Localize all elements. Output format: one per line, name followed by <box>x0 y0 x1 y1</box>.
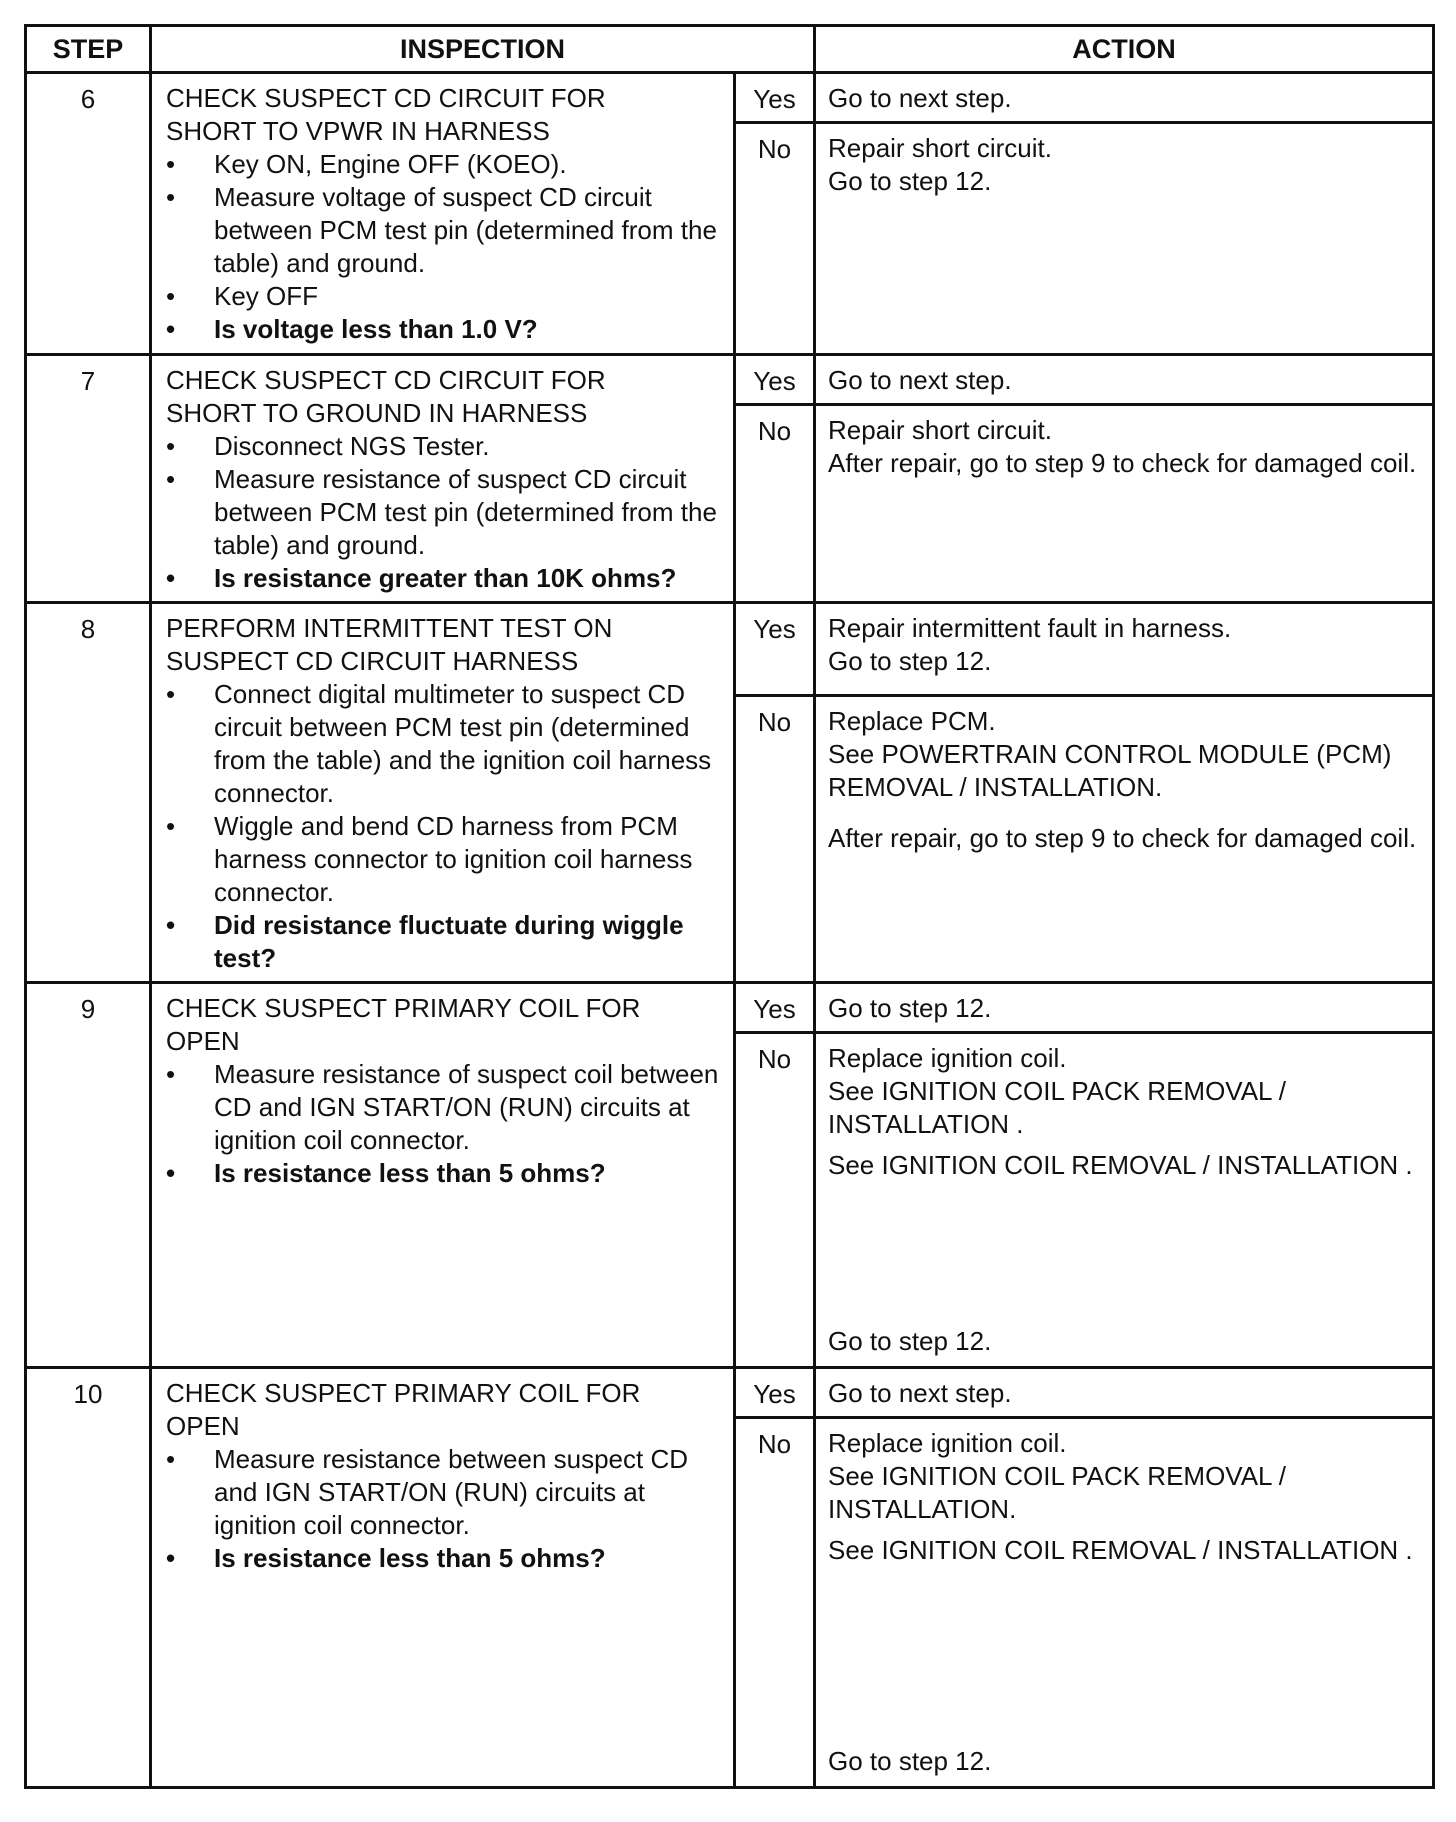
inspection-bullets <box>166 678 723 975</box>
action-line: See IGNITION COIL PACK REMOVAL / INSTALLATION. <box>828 1461 1286 1524</box>
action-line: Go to next step. <box>828 83 1012 113</box>
header-step: STEP <box>26 26 151 73</box>
step-6-yes-row <box>26 73 1434 123</box>
step-7-inspection <box>151 355 735 603</box>
inspection-bullet: • Wiggle and bend CD harness from PCM harness connector to ignition coil harness connector. <box>166 810 723 909</box>
no-label: No <box>735 1418 815 1788</box>
action-line: Repair short circuit. <box>828 133 1052 163</box>
no-action <box>815 1033 1434 1368</box>
action-line: Go to step 12. <box>828 1746 992 1776</box>
no-label: No <box>735 696 815 983</box>
yes-label: Yes <box>735 983 815 1033</box>
header-action: ACTION <box>815 26 1434 73</box>
inspection-bullet: • Measure resistance of suspect coil between CD and IGN START/ON (RUN) circuits at ignition coil connector. <box>166 1058 723 1157</box>
yes-label: Yes <box>735 1368 815 1418</box>
action-line: Replace ignition coil. <box>828 1043 1067 1073</box>
yes-action <box>815 603 1434 696</box>
action-line: See IGNITION COIL PACK REMOVAL / INSTALLATION . <box>828 1076 1286 1139</box>
action-line: Go to step 12. <box>828 166 992 196</box>
inspection-title-line: OPEN <box>166 1411 240 1441</box>
pinpoint-test-table <box>24 24 1435 1789</box>
yes-label: Yes <box>735 73 815 123</box>
inspection-bullet: • Measure resistance between suspect CD and IGN START/ON (RUN) circuits at ignition coil connector. <box>166 1443 723 1542</box>
inspection-title-line: PERFORM INTERMITTENT TEST ON <box>166 613 613 643</box>
yes-action <box>815 983 1434 1033</box>
yes-label: Yes <box>735 603 815 696</box>
step-6-inspection <box>151 73 735 355</box>
step-number: 9 <box>26 983 151 1368</box>
yes-action <box>815 1368 1434 1418</box>
action-line: Replace PCM. <box>828 706 996 737</box>
step-number: 8 <box>26 603 151 983</box>
no-action <box>815 696 1434 983</box>
action-line: Repair intermittent fault in harness. <box>828 613 1232 643</box>
inspection-bullet: • Measure resistance of suspect CD circuit between PCM test pin (determined from the table) and ground. <box>166 463 723 562</box>
step-7-yes-row <box>26 355 1434 405</box>
inspection-bullet: • Disconnect NGS Tester. <box>166 430 723 463</box>
no-label: No <box>735 1033 815 1368</box>
step-10-yes-row <box>26 1368 1434 1418</box>
step-number: 10 <box>26 1368 151 1788</box>
inspection-bullets <box>166 148 723 346</box>
inspection-title-line: SUSPECT CD CIRCUIT HARNESS <box>166 646 579 676</box>
inspection-question: • Is resistance less than 5 ohms? <box>166 1157 723 1190</box>
inspection-bullet: • Connect digital multimeter to suspect CD circuit between PCM test pin (determined from the table) and the ignition coil harness connector. <box>166 678 723 810</box>
inspection-question: • Is voltage less than 1.0 V? <box>166 313 723 346</box>
inspection-title-line: SHORT TO GROUND IN HARNESS <box>166 398 588 428</box>
action-line: See IGNITION COIL REMOVAL / INSTALLATION . <box>828 1535 1413 1565</box>
header-row <box>26 26 1434 73</box>
no-action <box>815 1418 1434 1788</box>
action-line: Replace ignition coil. <box>828 1428 1067 1458</box>
inspection-bullet: • Measure voltage of suspect CD circuit between PCM test pin (determined from the table) and ground. <box>166 181 723 280</box>
step-number: 6 <box>26 73 151 355</box>
action-line: See POWERTRAIN CONTROL MODULE (PCM) REMOVAL / INSTALLATION. <box>828 739 1392 803</box>
inspection-question: • Is resistance less than 5 ohms? <box>166 1542 723 1575</box>
action-line: Go to step 12. <box>828 1326 992 1356</box>
yes-action <box>815 355 1434 405</box>
inspection-title-line: SHORT TO VPWR IN HARNESS <box>166 116 550 146</box>
spacer <box>828 804 1422 822</box>
action-line: After repair, go to step 9 to check for damaged coil. <box>828 448 1417 479</box>
no-action <box>815 405 1434 603</box>
inspection-title-line: CHECK SUSPECT CD CIRCUIT FOR <box>166 83 606 113</box>
action-line: After repair, go to step 9 to check for damaged coil. <box>828 823 1417 854</box>
no-action <box>815 123 1434 355</box>
yes-action <box>815 73 1434 123</box>
action-line: See IGNITION COIL REMOVAL / INSTALLATION . <box>828 1150 1413 1180</box>
inspection-bullets <box>166 1058 723 1190</box>
no-label: No <box>735 123 815 355</box>
inspection-title-line: CHECK SUSPECT PRIMARY COIL FOR <box>166 1378 641 1408</box>
step-8-inspection <box>151 603 735 983</box>
inspection-question: • Did resistance fluctuate during wiggle test? <box>166 909 723 975</box>
inspection-bullet: • Key ON, Engine OFF (KOEO). <box>166 148 723 181</box>
step-9-yes-row <box>26 983 1434 1033</box>
step-8-yes-row <box>26 603 1434 696</box>
header-inspection: INSPECTION <box>151 26 815 73</box>
inspection-bullets <box>166 430 723 595</box>
inspection-title-line: OPEN <box>166 1026 240 1056</box>
inspection-bullets <box>166 1443 723 1575</box>
action-line: Go to next step. <box>828 365 1012 395</box>
action-line: Go to step 12. <box>828 646 992 676</box>
yes-label: Yes <box>735 355 815 405</box>
step-10-inspection <box>151 1368 735 1788</box>
action-line: Go to next step. <box>828 1378 1012 1408</box>
action-line: Repair short circuit. <box>828 415 1052 446</box>
inspection-title-line: CHECK SUSPECT PRIMARY COIL FOR <box>166 993 641 1023</box>
step-9-inspection <box>151 983 735 1368</box>
inspection-title-line: CHECK SUSPECT CD CIRCUIT FOR <box>166 365 606 395</box>
action-line: Go to step 12. <box>828 993 992 1023</box>
inspection-question: • Is resistance greater than 10K ohms? <box>166 562 723 595</box>
no-label: No <box>735 405 815 603</box>
step-number: 7 <box>26 355 151 603</box>
inspection-bullet: • Key OFF <box>166 280 723 313</box>
